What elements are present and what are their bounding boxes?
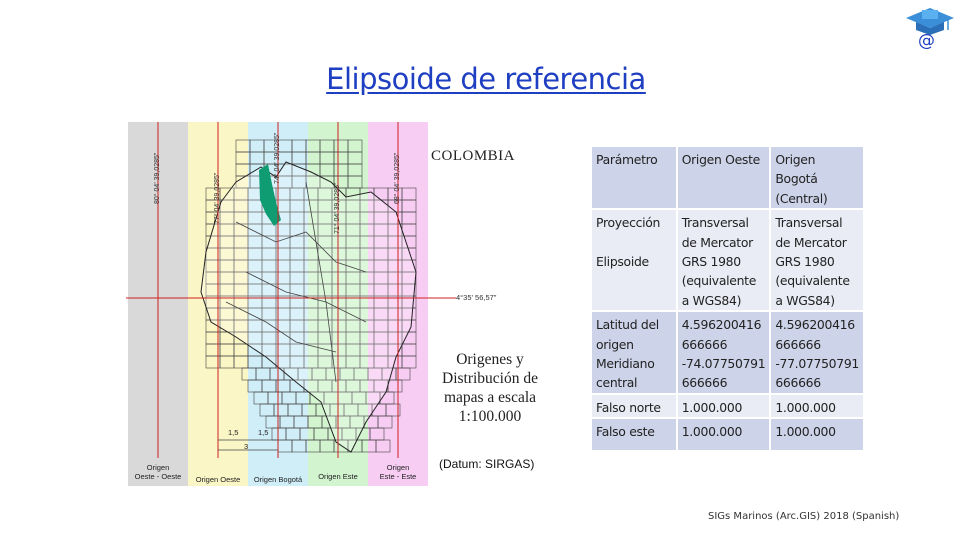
meridian-label: 80° 04' 39,0285" — [154, 152, 161, 204]
meridian-label: 77° 04' 39,0285" — [214, 172, 221, 224]
meridian-label: 71° 04' 39,0285" — [334, 182, 341, 234]
table-cell-param: Latitud del origen Meridiano central — [592, 311, 677, 394]
graduation-cap-at-icon — [898, 2, 956, 50]
table-row — [592, 418, 863, 450]
table-row — [592, 311, 863, 394]
spacing-label: 1,5 — [258, 428, 269, 437]
table-cell-oeste: 4.596200416 666666 -74.07750791 666666 — [677, 311, 771, 394]
parameter-table — [592, 147, 863, 452]
map-datum: (Datum: SIRGAS) — [439, 457, 535, 471]
table-cell-param: Proyección Elipsoide — [592, 209, 677, 311]
table-header-cell: Parámetro — [592, 147, 677, 209]
table-header-row — [592, 147, 863, 209]
zone-label-oeste: Origen Oeste — [195, 475, 241, 484]
svg-text:@: @ — [918, 31, 935, 50]
table-cell-param: Falso este — [592, 418, 677, 450]
meridian-label: 68° 04' 39,0285" — [394, 152, 401, 204]
table-cell-param: Falso norte — [592, 394, 677, 418]
table-cell-oeste: Transversal de Mercator GRS 1980 (equivalente a WGS84) — [677, 209, 771, 311]
table-cell-oeste: 1.000.000 — [677, 394, 771, 418]
footer-source: SIGs Marinos (Arc.GIS) 2018 (Spanish) — [708, 511, 900, 522]
table-row — [592, 394, 863, 418]
spacing-label: 1,5 — [228, 428, 239, 437]
slide-title: Elipsoide de referencia — [326, 62, 646, 96]
table-cell-bogota: Transversal de Mercator GRS 1980 (equivalente a WGS84) — [770, 209, 863, 311]
zone-label-este-este: Origen Este - Este — [379, 463, 417, 481]
table-cell-oeste: 1.000.000 — [677, 418, 771, 450]
table-header-cell: Origen Oeste — [677, 147, 771, 209]
table-cell-bogota: 1.000.000 — [770, 394, 863, 418]
zone-label-bogota: Origen Bogotá — [253, 475, 303, 484]
colombia-origins-map — [126, 122, 538, 486]
latitude-label: 4°35' 56,57" — [456, 293, 497, 302]
zone-label-este: Origen Este — [318, 472, 358, 481]
table-header-cell: Origen Bogotá (Central) — [770, 147, 863, 209]
meridian-label: 74° 04' 39,0285" — [274, 132, 281, 184]
table-row — [592, 209, 863, 311]
table-cell-bogota: 1.000.000 — [770, 418, 863, 450]
zone-label-oeste-oeste: Origen Oeste - Oeste — [134, 463, 182, 481]
spacing-label: 3 — [244, 442, 249, 451]
map-graphic — [126, 122, 538, 486]
map-title: COLOMBIA — [431, 148, 516, 164]
table-cell-bogota: 4.596200416 666666 -77.07750791 666666 — [770, 311, 863, 394]
map-caption: Origenes y Distribución de mapas a escala 1:100.000 — [442, 351, 538, 425]
